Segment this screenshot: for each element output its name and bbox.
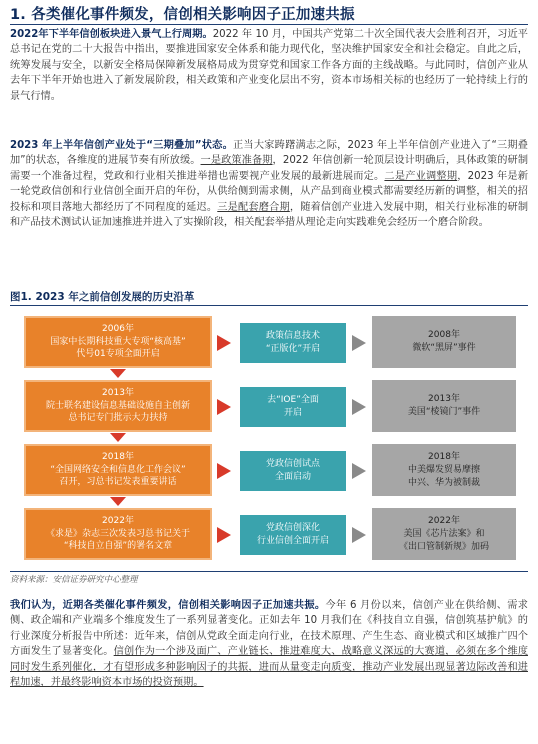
heading-divider [10,24,528,25]
event-line: 国家中长期科技重大专项“核高基” [50,336,186,347]
paragraph-1-body: 2022 年 10 月，中国共产党第二十次全国代表大会胜利召开，习近平总书记在党的二十大报告中指出，要推进国家安全体系和能力现代化，坚决维护国家安全和社会稳定。自此之后，统筹发展与安全，以新安全格局保障新发展格局成为贯穿党和国家工作各方面的主线战略。与此同时，信创产业从去年下半年开始也进入了新发展阶段，相关政策和产业变化层出不穷，资本市场相关标的也经历了一轮持续上行的景气行情。 [10,29,528,102]
right-arrow-icon [352,335,366,351]
event-year: 2018年 [102,452,134,463]
effect-box [240,323,346,363]
paragraph-1-lead: 2022年下半年信创板块进入景气上行周期。 [10,29,213,40]
external-line: 中兴、华为被制裁 [407,477,480,488]
effect-line: “正版化”开启 [265,344,321,354]
effect-line: 党政信创试点 [265,459,320,469]
history-diagram [12,310,526,568]
external-year: 2022年 [428,515,460,526]
timeline-row [12,444,526,498]
paragraph-3 [10,598,528,690]
external-year: 2013年 [428,394,460,404]
event-box [24,444,212,496]
event-year: 2022年 [102,516,134,527]
paragraph-2-underline-1: 一是政策准备期 [200,155,273,167]
right-arrow-icon [217,527,231,543]
effect-line: 全面启动 [274,472,311,482]
external-line: 美国《芯片法案》和 [403,528,485,539]
figure-source: 资料来源：安信证券研究中心整理 [10,575,138,585]
effect-line: 开启 [283,408,302,418]
paragraph-2-text-3: ，2023 年是新一轮党政信创和行业信创全面开启的年份，从供给侧到需求侧，从产品到商业模式都需要经历新的调整，相关的招投标和项目落地大都经历了不同程度的延迟。 [10,170,529,213]
effect-line: 党政信创深化 [265,523,320,533]
external-line: 微软“黑屏”事件 [412,343,476,353]
paragraph-2-lead: 2023 年上半年信创产业处于“三期叠加”状态。 [10,140,233,151]
paragraph-2-underline-3: 三是配套磨合期 [217,201,290,213]
event-line: 总书记专门批示大力扶持 [68,413,168,424]
external-line: 美国“棱镜门”事件 [407,407,481,417]
effect-box [240,451,346,491]
paragraph-3-lead: 我们认为，近期各类催化事件频发，信创相关影响因子正加速共振。 [10,600,326,611]
event-box [24,380,212,432]
paragraph-3-text-1: 今年 6 月份以来，信创产业在供给侧、需求侧、政企端和产业端多个维度发生了一系列显著变化。正如去年 10 月我们在《科技自立自强，信创筑基护航》的行业深度分析报告中所述：近年来，信创从党政全面走向行业，在技术原理、产生生态、商业模式和区域推广四个方面发生了显著变化。 [10,600,528,658]
effect-box [240,387,346,427]
event-year: 2013年 [102,388,134,399]
event-box [24,316,212,368]
event-line: “科技自立自强”的署名文章 [63,541,173,552]
right-arrow-icon [352,399,366,415]
event-line: 召开，习总书记发表重要讲话 [59,477,177,488]
event-box [24,508,212,560]
paragraph-2-text-4: ，随着信创产业进入发展中期，相关行业标准的研制和产品技术测试认证加速推进并进入了实操阶段，相关配套举措从理论走向实践难免会经历一个磨合阶段。 [10,201,529,229]
external-event-box [372,380,516,432]
figure-title: 图1. 2023 年之前信创发展的历史沿革 [10,291,195,303]
timeline-row [12,508,526,562]
event-line: 《求是》杂志三次发表习总书记关于 [45,528,190,539]
effect-line: 行业信创全面开启 [256,536,329,546]
external-year: 2018年 [428,451,460,462]
right-arrow-icon [352,463,366,479]
figure-title-divider [10,305,528,306]
timeline-row [12,316,526,370]
external-line: 《出口管制新规》加码 [398,541,489,552]
external-event-box [372,508,516,560]
down-arrow-icon [110,497,126,506]
section-heading: 1. 各类催化事件频发，信创相关影响因子正加速共振 [10,7,355,23]
paragraph-3-underline-1: 信创作为一个涉及面广、产业链长、推进难度大、战略意义深远的大赛道，必须在多个维度同时发生系列催化，才有望形成多种影响因子的共振，进而从量变走向质变，推动产业发展出现显著边际改善和进程加速，并最终影响资本市场的投资预期。 [10,646,529,689]
right-arrow-icon [217,399,231,415]
event-year: 2006年 [102,324,134,335]
down-arrow-icon [110,369,126,378]
timeline-row [12,380,526,434]
right-arrow-icon [352,527,366,543]
paragraph-2 [10,138,528,230]
figure-bottom-divider [10,571,528,572]
external-line: 中美爆发贸易摩擦 [407,464,480,475]
paragraph-1 [10,27,528,104]
external-event-box [372,316,516,368]
down-arrow-icon [110,433,126,442]
effect-line: 去“IOE”全面 [267,395,319,405]
event-line: 代号01专项全面开启 [76,349,160,360]
paragraph-2-underline-2: 二是产业调整期 [384,170,458,182]
external-event-box [372,444,516,496]
paragraph-2-text-2: ，2022 年信创新一轮顶层设计明确后，具体政策的研制需要一个准备过程，党政和行业相关推进举措也需要视产业发展的最新进展而定。 [10,155,529,182]
event-line: 院士联名建设信息基础设施自主创新 [45,400,190,411]
paragraph-2-text-1: 正当大家踌躇满志之际，2023 年上半年信创产业进入了“三期叠加”的状态，各维度的进展节奏有所放缓。 [10,140,528,167]
effect-box [240,515,346,555]
right-arrow-icon [217,335,231,351]
event-line: “全国网络安全和信息化工作会议” [50,464,186,475]
right-arrow-icon [217,463,231,479]
effect-line: 政策信息技术 [265,331,320,341]
external-year: 2008年 [428,330,460,340]
